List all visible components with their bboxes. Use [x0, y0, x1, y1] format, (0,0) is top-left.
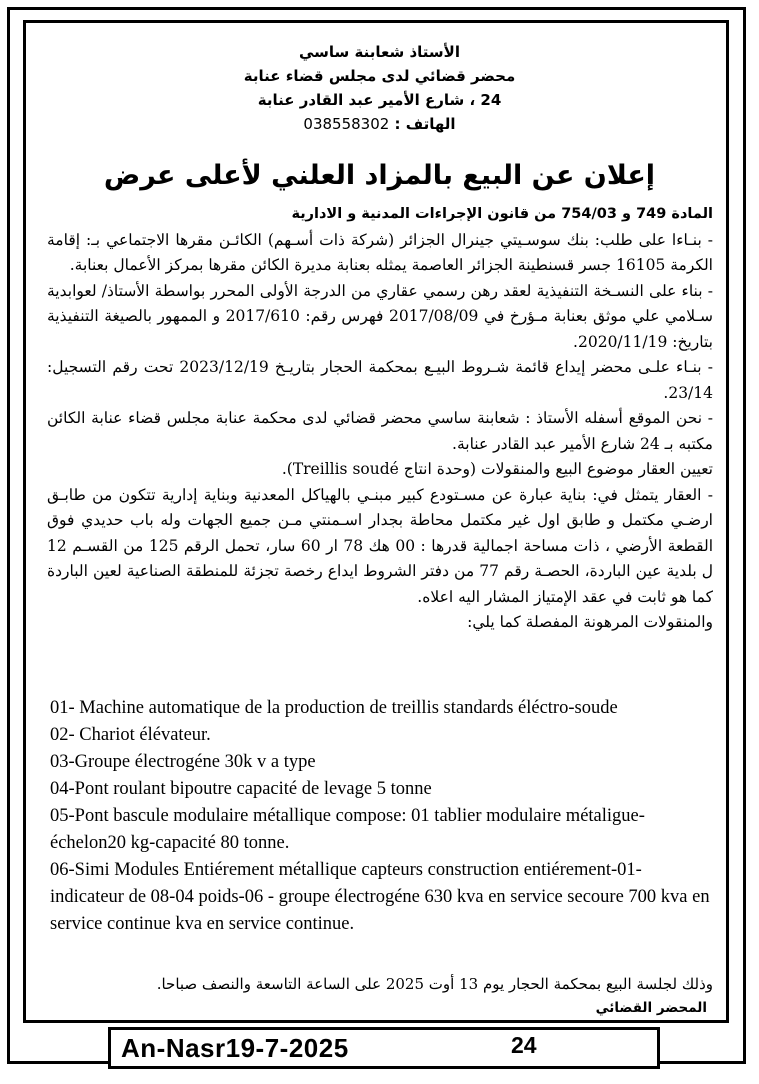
list-item: 01- Machine automatique de la production de treillis standards éléctro-soude — [50, 698, 618, 718]
paragraph-movables-intro: والمنقولات المرهونة المفصلة كما يلي: — [467, 613, 713, 631]
paragraph-deposit: - بنـاء علـى محضر إيداع قائمة شـروط البيـع بمحكمة الحجار بتاريـخ 2023/12/19 تحت رقم التسجيل: 23/14. — [47, 358, 713, 402]
publication-date: An-Nasr19-7-2025 — [121, 1033, 349, 1063]
page-number: 24 — [511, 1032, 537, 1058]
bailiff-address: 24 ، شارع الأمير عبد القادر عنابة — [257, 91, 502, 109]
list-item: 06-Simi Modules Entiérement métallique capteurs construction entiérement-01- indicateur de 08-04 poids-06 - groupe électrogéne 630 kva en service secoure 700 kva en service continue kva en service continue. — [50, 860, 710, 934]
bailiff-office: محضر قضائي لدى مجلس قضاء عنابة — [243, 67, 516, 85]
list-item: 05-Pont bascule modulaire métallique compose: 01 tablier modulaire métaligue-échelon20 kg-capacité 80 tonne. — [50, 806, 645, 853]
signature: المحضر القضائي — [595, 1000, 707, 1016]
footer-bar — [108, 1027, 660, 1069]
movables-list — [50, 695, 713, 938]
list-item: 03-Groupe électrogéne 30k v a type — [50, 752, 316, 772]
list-item: 04-Pont roulant bipoutre capacité de levage 5 tonne — [50, 779, 432, 799]
phone-number: 038558302 — [303, 115, 390, 133]
paragraph-bailiff: - نحن الموقع أسفله الأستاذ : شعابنة ساسي محضر قضائي لدى محكمة عنابة مجلس قضاء عنابة الكائن مكتبه بـ 24 شارع الأمير عبد القادر عنابة. — [47, 409, 713, 453]
paragraph-property-description: - العقار يتمثل في: بناية عبارة عن مسـتودع كبير مبنـي بالهياكل المعدنية وبناية إدارية تتكون من طابـق ارضـي مكتمل و طابق اول غير مكتمل محاطة بجدار اسـمنتي مـن جميع الجهات وله باب حديدي فوق القطعة الأرضي ، ذات مساحة اجمالية قدرها : 00 هك 78 ار 60 سار، تحمل الرقم 125 من القسـم 12 ل بلدية عين الباردة، الحصـة رقم 77 من دفتر الشروط ايداع رخصة تجزئة للمنطقة الصناعية لعين الباردة كما هو ثابت في عقد الإمتياز المشار اليه اعلاه. — [47, 485, 714, 606]
bailiff-phone-line — [40, 112, 719, 136]
bailiff-header — [40, 40, 719, 136]
sale-session-notice: وذلك لجلسة البيع بمحكمة الحجار يوم 13 أوت 2025 على الساعة التاسعة والنصف صباحا. — [156, 975, 713, 993]
paragraph-mortgage: - بناء على النسـخة التنفيذية لعقد رهن رسمي عقاري من الدرجة الأولى المحرر بواسطة الأستاذ/ لعوابدية سـلامي علي موثق بعنابة مـؤرخ في 2017/08/09 فهرس رقم: 2017/610 و الممهور بالصيغة التنفيذية بتاريخ: 2020/11/19. — [47, 281, 713, 351]
legal-basis: المادة 749 و 754/03 من قانون الإجراءات المدنية و الادارية — [291, 206, 713, 222]
list-item: 02- Chariot élévateur. — [50, 725, 211, 745]
paragraph-request: - بنـاءا على طلب: بنك سوسـيتي جينرال الجزائر (شركة ذات أسـهم) الكائـن مقرها الاجتماعي بـ: إقامة الكرمة 16105 جسر قسنطينة الجزائر العاصمة يمثله بعنابة مديرة الكائن مقرها بمركز الأعمال بعنابة. — [47, 230, 713, 274]
bailiff-name: الأستاذ شعابنة ساسي — [299, 43, 460, 61]
announcement-body — [47, 202, 713, 636]
phone-label: الهاتف : — [394, 115, 456, 133]
announcement-title: إعلان عن البيع بالمزاد العلني لأعلى عرض — [103, 160, 656, 191]
paragraph-property-designation: تعيين العقار موضوع البيع والمنقولات (وحدة انتاج Treillis soudé). — [281, 460, 713, 478]
